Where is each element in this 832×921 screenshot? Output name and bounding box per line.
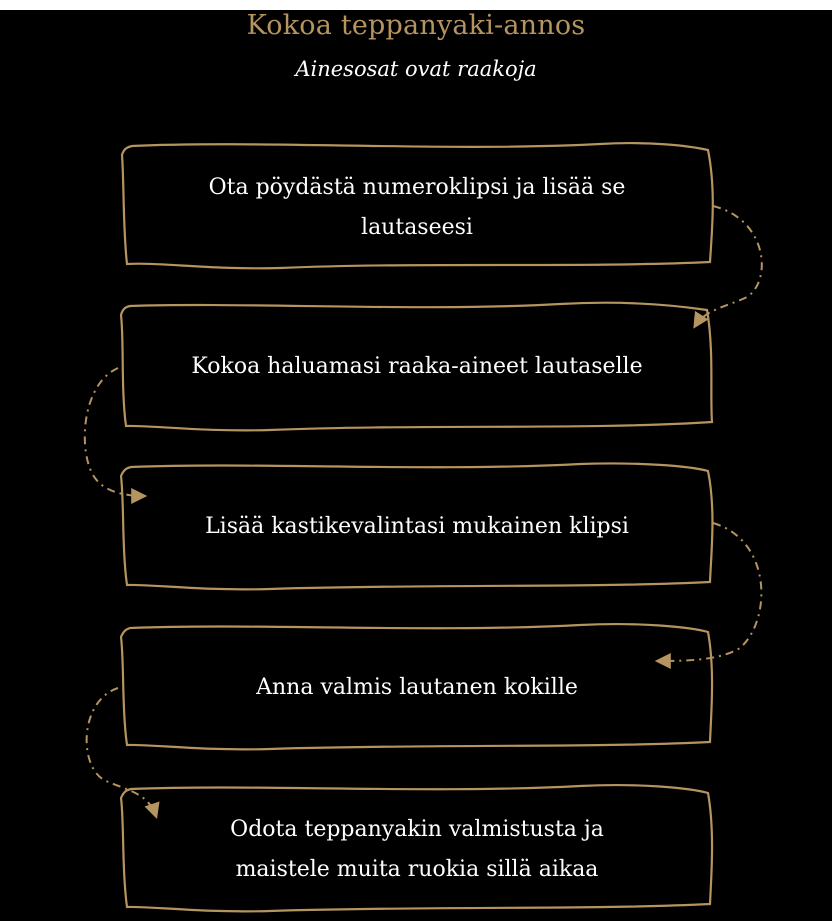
step-1-line-1: Ota pöydästä numeroklipsi ja lisää se	[208, 175, 626, 200]
diagram-title: Kokoa teppanyaki-annos	[246, 10, 586, 41]
step-4-text	[122, 668, 712, 708]
step-4-line-1: Anna valmis lautanen kokille	[256, 675, 578, 700]
step-3-line-1: Lisää kastikevalintasi mukainen klipsi	[205, 514, 629, 539]
step-2-text	[122, 347, 712, 387]
step-3-text	[122, 507, 712, 547]
diagram-subtitle: Ainesosat ovat raakoja	[295, 57, 537, 81]
step-1-line-2: lautaseesi	[361, 215, 473, 240]
step-5-line-2: maistele muita ruokia sillä aikaa	[235, 857, 599, 882]
step-5-text	[122, 810, 712, 890]
connector-arrow-2-3	[85, 368, 144, 496]
step-2-line-1: Kokoa haluamasi raaka-aineet lautaselle	[191, 354, 643, 379]
step-1-text	[122, 168, 712, 248]
step-5-line-1: Odota teppanyakin valmistusta ja	[230, 817, 604, 842]
